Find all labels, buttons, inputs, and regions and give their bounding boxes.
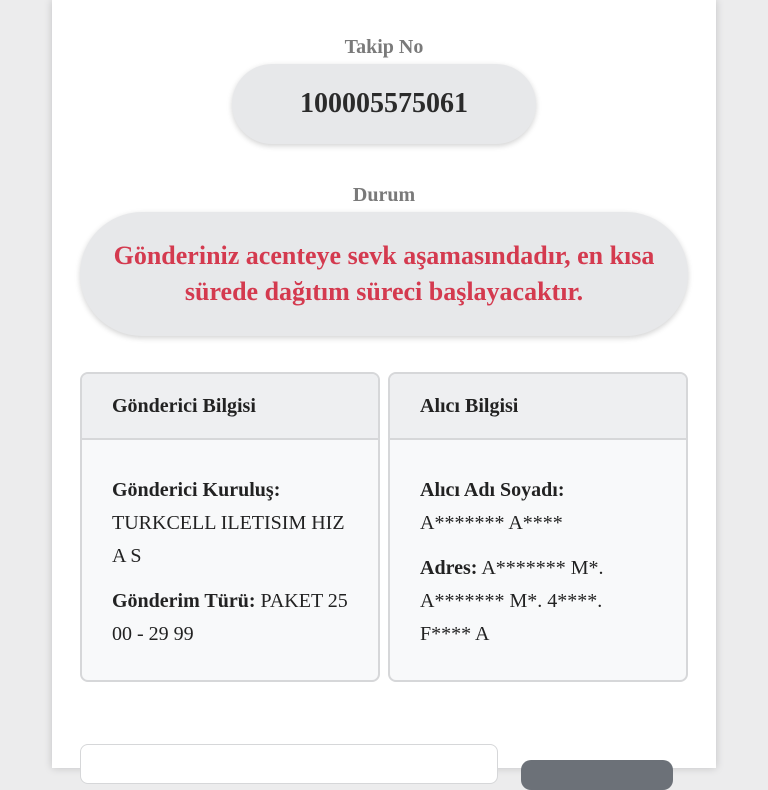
status-message-text: Gönderiniz acenteye sevk aşamasındadır, en kısa sürede dağıtım süreci başlayacaktır. xyxy=(113,241,655,306)
bottom-action-button[interactable] xyxy=(521,760,673,790)
recipient-address-value: A******* M*. A******* M*. 4****. F**** A xyxy=(420,557,604,645)
recipient-card-body xyxy=(390,440,686,651)
recipient-name-field xyxy=(420,474,656,540)
recipient-address-field xyxy=(420,552,656,651)
sender-org-field xyxy=(112,474,348,573)
sender-info-card xyxy=(80,372,380,682)
shipment-type-value: PAKET 25 00 - 29 99 xyxy=(112,590,348,645)
recipient-name-value: A******* A**** xyxy=(420,512,563,534)
status-message xyxy=(80,212,688,336)
tracking-number: 100005575061 xyxy=(232,64,536,144)
sender-org-label: Gönderici Kuruluş: xyxy=(112,479,281,501)
recipient-info-card xyxy=(388,372,688,682)
sender-card-title: Gönderici Bilgisi xyxy=(82,374,378,440)
tracking-page xyxy=(52,0,716,768)
bottom-input-box[interactable] xyxy=(80,744,498,784)
recipient-address-label: Adres: xyxy=(420,557,478,579)
status-label: Durum xyxy=(352,184,416,206)
sender-card-body xyxy=(82,440,378,651)
sender-org-value: TURKCELL ILETISIM HIZ A S xyxy=(112,512,345,567)
recipient-card-title: Alıcı Bilgisi xyxy=(390,374,686,440)
shipment-type-field xyxy=(112,585,348,651)
tracking-label: Takip No xyxy=(344,36,424,58)
shipment-type-label: Gönderim Türü: xyxy=(112,590,256,612)
recipient-name-label: Alıcı Adı Soyadı: xyxy=(420,479,565,501)
